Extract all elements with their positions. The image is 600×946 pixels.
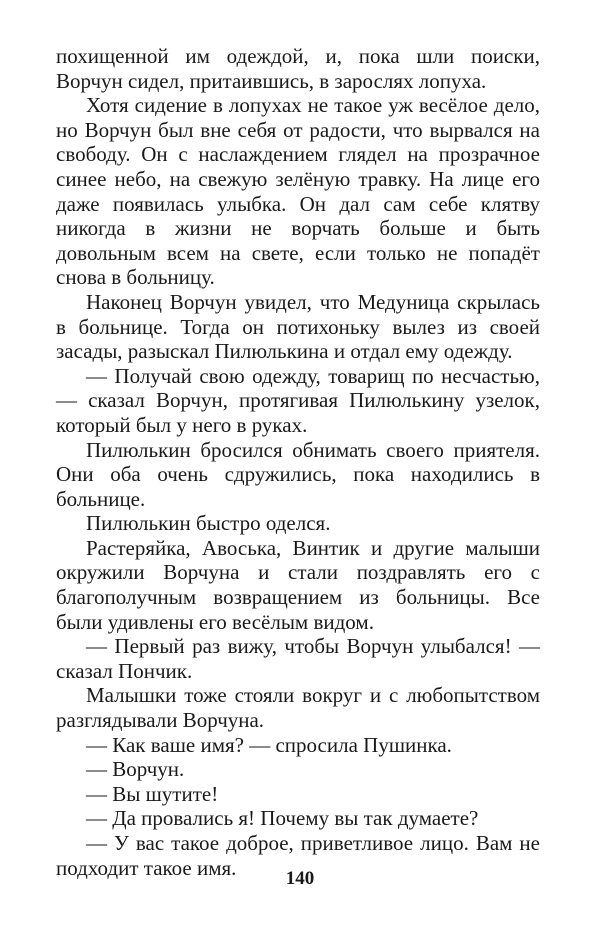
paragraph: Пилюлькин быстро оделся. [86, 511, 331, 536]
dialogue-line: — Первый раз вижу, чтобы Ворчун улыбался! — сказал Пончик. [56, 634, 540, 683]
dialogue-line: — Получай свою одежду, товарищ по несчастью, — сказал Ворчун, протягивая Пилюлькину узелок, который был у него в руках. [56, 363, 540, 437]
page-number: 140 [285, 868, 315, 889]
paragraph: Растеряйка, Авоська, Винтик и другие малыши окружили Ворчуна и стали поздравлять его с благополучным возвращением из больницы. Все были удивлены его весёлым видом. [56, 535, 540, 634]
paragraph: Пилюлькин бросился обнимать своего приятеля. Они оба очень сдружились, пока находились в больнице. [56, 437, 540, 511]
paragraph: Наконец Ворчун увидел, что Медуница скрылась в больнице. Тогда он потихоньку вылез из своей засады, разыскал Пилюлькина и отдал ему одежду. [56, 289, 540, 364]
dialogue-line: — Да провались я! Почему вы так думаете? [86, 806, 479, 831]
book-page-text [56, 44, 540, 880]
paragraph: Малышки тоже стояли вокруг и с любопытством разглядывали Ворчуна. [56, 683, 540, 733]
dialogue-line: — Ворчун. [86, 757, 185, 782]
dialogue-line: — Вы шутите! [86, 781, 219, 806]
paragraph-continuation: похищенной им одеждой, и, пока шли поиски, Ворчун сидел, притаившись, в зарослях лопуха. [56, 44, 540, 93]
dialogue-line: — У вас такое доброе, приветливое лицо. Вам не подходит такое имя. [56, 831, 540, 880]
paragraph: Хотя сидение в лопухах не такое уж весёлое дело, но Ворчун был вне себя от радости, что вырвался на свободу. Он с наслаждением глядел на прозрачное синее небо, на свежую зелёную травку. На лице его даже появилась улыбка. Он дал сам себе клятву никогда в жизни не ворчать больше и быть довольным всем на свете, если только не попадёт снова в больницу. [56, 93, 540, 290]
dialogue-line: — Как ваше имя? — спросила Пушинка. [86, 732, 452, 757]
